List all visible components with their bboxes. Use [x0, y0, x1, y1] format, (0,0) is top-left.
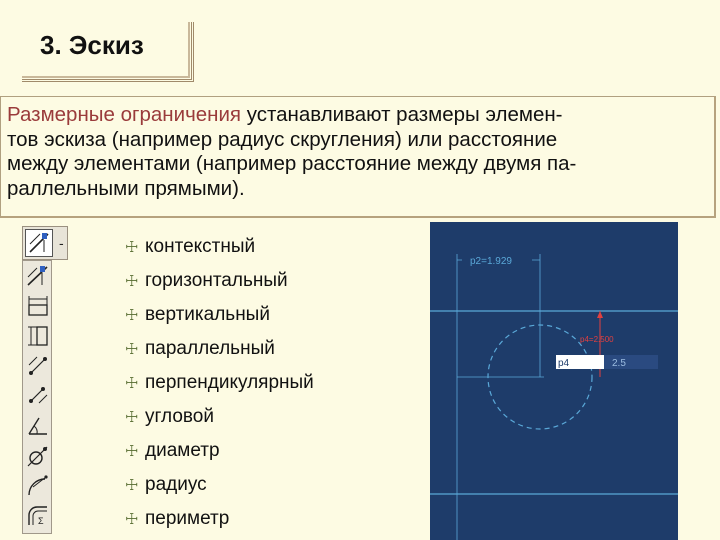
description-line-1-rest: устанавливают размеры элемен- [241, 103, 563, 126]
bullet-icon: ☩ [125, 374, 139, 392]
perimeter-dimension-button[interactable] [25, 503, 51, 529]
angular-dimension-button[interactable] [25, 383, 51, 409]
bullet-icon: ☩ [125, 408, 139, 426]
list-item: ☩ горизонтальный [125, 270, 288, 291]
angle-icon [25, 413, 51, 439]
bullet-icon: ☩ [125, 442, 139, 460]
bullet-icon: ☩ [125, 340, 139, 358]
description-line-3: между элементами (например расстояние между двумя па- [7, 152, 577, 175]
dimension-label-side: p4=2.500 [580, 335, 614, 344]
svg-text:Σ: Σ [38, 516, 44, 526]
description-line-1 [7, 103, 708, 128]
perpendicular-dimension-button[interactable] [25, 353, 51, 379]
bullet-icon: ☩ [125, 306, 139, 324]
list-item: ☩ периметр [125, 508, 230, 529]
parallel-dimension-icon [25, 323, 51, 349]
bullet-icon: ☩ [125, 238, 139, 256]
description-highlight: Размерные ограничения [7, 103, 242, 126]
description-line-4: раллельными прямыми). [7, 176, 245, 200]
diameter-dimension-icon [25, 443, 51, 469]
bullet-icon: ☩ [125, 476, 139, 494]
description-line-2: тов эскиза (например радиус скругления) или расстояние [7, 127, 558, 151]
parallel-dimension-button[interactable] [25, 323, 51, 349]
dimension-input-label: p4 [558, 358, 570, 369]
toolbar-header [22, 226, 68, 260]
radius-dimension-icon [25, 473, 51, 499]
list-item: ☩ перпендикулярный [125, 372, 314, 393]
vertical-dimension-icon [25, 293, 51, 319]
diameter-dimension-button[interactable] [25, 443, 51, 469]
sketch-viewport[interactable] [430, 222, 678, 540]
arrow-up-icon [597, 311, 603, 318]
perimeter-dimension-icon [25, 503, 51, 529]
radius-dimension-button[interactable] [25, 473, 51, 499]
toolbar-column [22, 260, 52, 534]
dimension-toolbar [18, 226, 68, 534]
contextual-dimension-button[interactable] [25, 229, 53, 257]
list-item: ☩ диаметр [125, 440, 220, 461]
list-item: ☩ угловой [125, 406, 214, 427]
toolbar-dropdown-arrow[interactable]: - [59, 235, 64, 251]
list-item: ☩ параллельный [125, 338, 275, 359]
angle-dimension-button[interactable] [25, 413, 51, 439]
list-item: ☩ контекстный [125, 236, 256, 257]
sketch-canvas[interactable] [430, 222, 678, 540]
perpendicular-dimension-icon [25, 353, 51, 379]
horizontal-dimension-icon [25, 263, 51, 289]
angular-dimension-icon [25, 383, 51, 409]
contextual-dimension-icon [26, 230, 52, 256]
bullet-icon: ☩ [125, 272, 139, 290]
dimension-value: 2.5 [612, 358, 626, 369]
vertical-dimension-button[interactable] [25, 293, 51, 319]
list-item: ☩ радиус [125, 474, 207, 495]
horizontal-dimension-button[interactable] [25, 263, 51, 289]
bullet-icon: ☩ [125, 510, 139, 528]
list-item: ☩ вертикальный [125, 304, 270, 325]
description-box [0, 96, 716, 218]
dimension-label-top[interactable]: p2=1.929 [470, 256, 512, 267]
page-title: 3. Эскиз [40, 30, 144, 60]
